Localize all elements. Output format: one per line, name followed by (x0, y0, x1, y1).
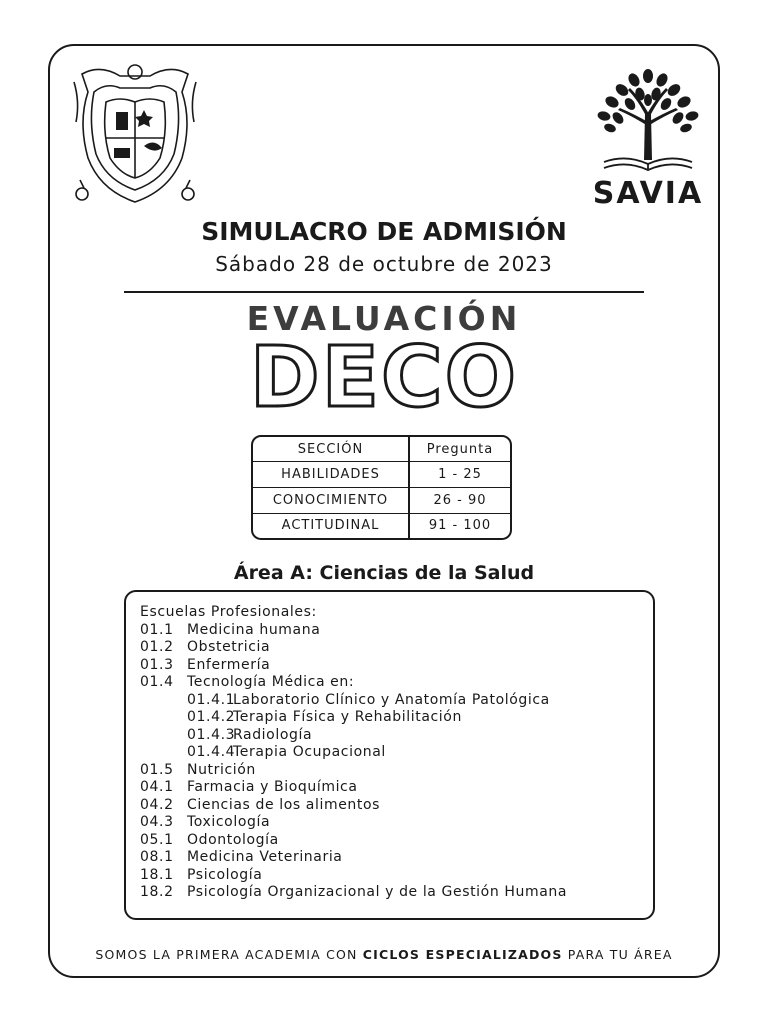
school-code: 04.2 (140, 796, 174, 813)
school-name: Toxicología (187, 814, 271, 830)
school-code: 01.2 (140, 639, 174, 655)
school-name: Medicina humana (187, 621, 321, 638)
list-item (140, 727, 653, 745)
sections-table (251, 435, 512, 540)
school-name: Medicina Veterinaria (187, 849, 343, 865)
school-name: Enfermería (187, 656, 271, 673)
school-name: Terapia Física y Rehabilitación (233, 709, 462, 725)
school-code: 05.1 (140, 831, 174, 848)
evaluation-label: EVALUACIÓN (246, 299, 522, 338)
table-row (253, 513, 510, 538)
evaluation-name-text: DECO (249, 332, 519, 412)
list-item (140, 867, 653, 885)
table-row (253, 462, 510, 488)
school-name: Psicología Organizacional y de la Gestión Humana (187, 884, 568, 900)
school-code: 04.1 (140, 779, 174, 795)
page-title: SIMULACRO DE ADMISIÓN (201, 217, 567, 246)
table-row (253, 487, 510, 513)
table-header-cell: Pregunta (409, 437, 510, 462)
table-header-cell: SECCIÓN (253, 437, 409, 462)
school-code: 01.4.3 (187, 726, 236, 743)
school-name: Tecnología Médica en: (187, 674, 355, 690)
list-item (140, 622, 653, 640)
list-item (140, 762, 653, 780)
list-item (140, 674, 653, 692)
school-name: Laboratorio Clínico y Anatomía Patológica (233, 691, 550, 708)
list-item (140, 639, 653, 657)
school-name: Obstetricia (187, 639, 271, 655)
list-item (140, 692, 653, 710)
school-code: 01.4.1 (187, 691, 236, 708)
list-item (140, 744, 653, 762)
list-item (140, 849, 653, 867)
list-item (140, 832, 653, 850)
area-title: Área A: Ciencias de la Salud (233, 562, 535, 584)
school-code: 01.1 (140, 621, 174, 638)
footer-suffix: PARA TU ÁREA (562, 947, 673, 962)
divider (124, 291, 644, 293)
list-item (140, 884, 653, 902)
schools-list (140, 622, 653, 902)
table-cell: 91 - 100 (428, 518, 492, 534)
table-cell: 26 - 90 (409, 487, 510, 513)
school-name: Nutrición (187, 761, 256, 778)
footer-highlight: CICLOS ESPECIALIZADOS (362, 947, 563, 962)
school-name: Psicología (187, 866, 263, 883)
schools-heading: Escuelas Profesionales: (140, 604, 317, 620)
savia-logo-text: SAVIA (592, 176, 704, 211)
tree-book-icon (588, 64, 708, 174)
school-code: 08.1 (140, 849, 174, 865)
list-item (140, 657, 653, 675)
list-item (140, 797, 653, 815)
school-name: Ciencias de los alimentos (187, 796, 381, 813)
savia-logo (588, 64, 708, 212)
school-code: 01.5 (140, 761, 174, 778)
footer-prefix: SOMOS LA PRIMERA ACADEMIA CON (95, 947, 363, 962)
school-code: 01.3 (140, 656, 174, 673)
school-code: 18.1 (140, 866, 174, 883)
list-item (140, 779, 653, 797)
school-code: 01.4 (140, 674, 174, 690)
table-cell: ACTITUDINAL (253, 513, 409, 538)
school-name: Terapia Ocupacional (233, 744, 386, 760)
school-name: Farmacia y Bioquímica (187, 779, 358, 795)
list-item (140, 814, 653, 832)
list-item (140, 709, 653, 727)
school-code: 01.4.2 (187, 709, 236, 725)
school-code: 04.3 (140, 814, 174, 830)
table-cell: CONOCIMIENTO (253, 487, 409, 513)
school-code: 18.2 (140, 884, 174, 900)
school-code: 01.4.4 (187, 744, 236, 760)
university-seal-icon (70, 62, 200, 208)
school-name: Radiología (233, 726, 313, 743)
exam-date: Sábado 28 de octubre de 2023 (215, 252, 553, 276)
schools-box (124, 590, 655, 920)
footer-tagline (0, 947, 768, 962)
table-cell: HABILIDADES (253, 462, 409, 488)
table-header-row (253, 437, 510, 462)
table-cell: 1 - 25 (409, 462, 510, 488)
evaluation-name (0, 332, 768, 412)
school-name: Odontología (187, 831, 279, 848)
